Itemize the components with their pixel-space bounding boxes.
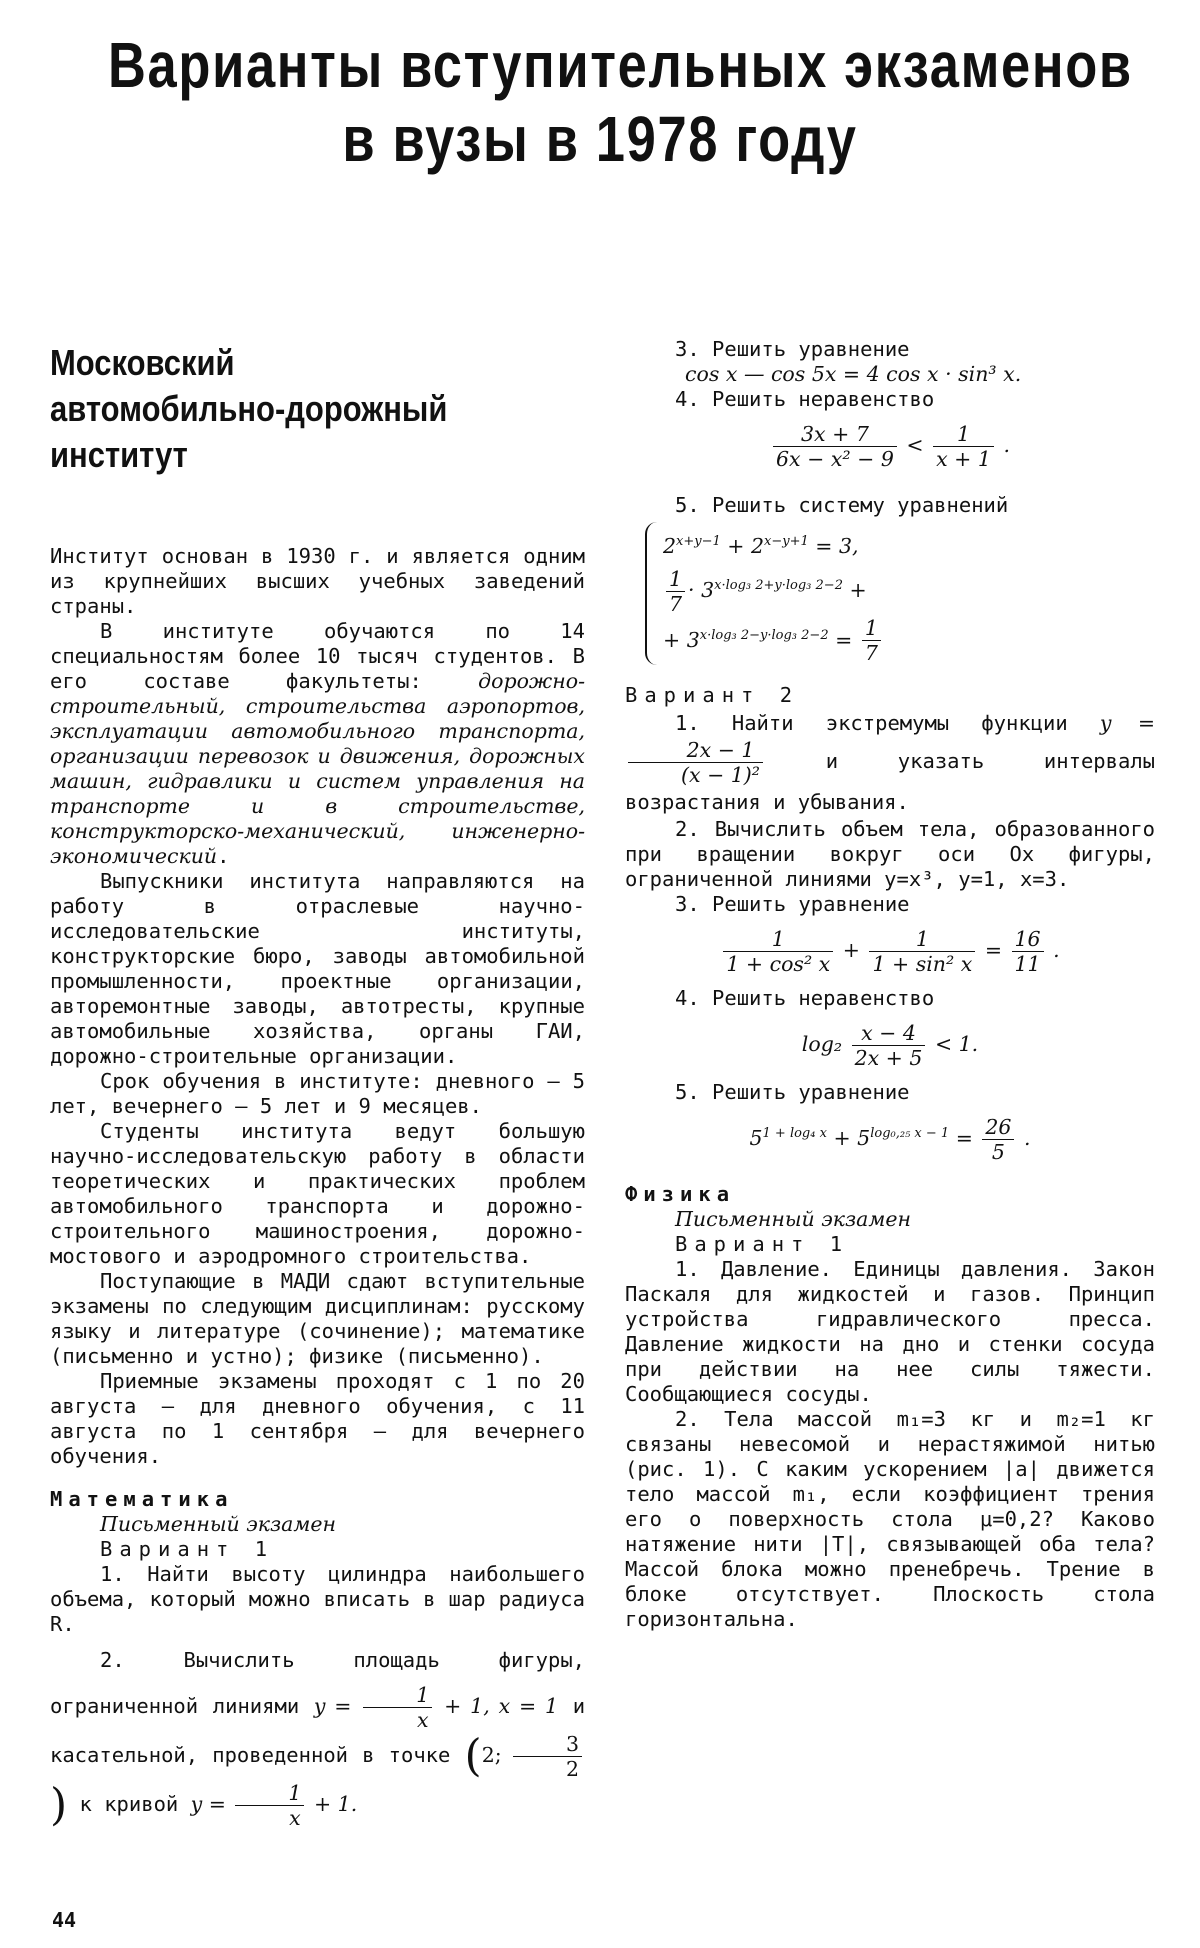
physics-heading: Физика: [625, 1182, 736, 1207]
institute-title: [50, 340, 510, 478]
math-v1-task-3-equation: cos x — cos 5x = 4 cos x · sin³ x.: [685, 362, 1022, 386]
math-v2-task-4-inequality: log₂ $\frac{x - 4}{2x + 5}$ < 1.: [801, 1021, 979, 1071]
system-brace: [645, 522, 657, 665]
system-eq-1: $2^{x+y-1} + 2^{x-y+1} = 3$,: [663, 533, 859, 558]
system-eq-3: + $3^{x\cdot log_3 2-y\cdot log_3 2-2}$ = $\frac{1}{7}$: [663, 616, 884, 666]
faculties-list: дорожно-строительный, строительства аэропортов, эксплуатации автомобильного транспорта, организации перевозок и движения, дорожных машин, гидравлики и систем управления на транспорте и в строительстве, конструкторско-механический, инженерно-экономический: [50, 669, 585, 868]
intro-paragraph-7: Приемные экзамены проходят с 1 по 20 августа — для дневного обучения, с 11 августа по 1 сентября — для вечернего обучения.: [50, 1369, 585, 1468]
math-v1-task-3: 3. Решить уравнение: [675, 337, 910, 361]
right-column: [625, 337, 1155, 1632]
page-number: 44: [52, 1908, 77, 1932]
math-variant-2-label: Вариант 2: [625, 683, 800, 708]
math-v1-task-1: 1. Найти высоту цилиндра наибольшего объема, который можно вписать в шар радиуса R.: [50, 1562, 585, 1636]
math-v1-task-4: 4. Решить неравенство: [675, 387, 935, 411]
title-line-2: в вузы в 1978 году: [342, 103, 858, 175]
math-exam-type: Письменный экзамен: [100, 1512, 337, 1536]
math-v1-task-4-inequality: $\frac{3x + 7}{\text{6x − x² − 9}}$ < $\frac{1}{x + 1}$ .: [625, 422, 1155, 471]
math-v2-task-5: 5. Решить уравнение: [675, 1080, 910, 1105]
physics-v1-task-1: 1. Давление. Единицы давления. Закон Паскаля для жидкостей и газов. Принцип устройства гидравлического пресса. Давление жидкости на дно и стенки сосуда при действии на нее силы тяжести. Сообщающиеся сосуды.: [625, 1257, 1155, 1407]
system-eq-2: $\frac{1}{7}$ · $3^{x\cdot log_3 2+y\cdot log_3 2-2}$ +: [663, 566, 884, 616]
faculties-lead: В институте обучаются по 14 специальностям более 10 тысяч студентов. В его составе факультеты:: [50, 619, 585, 693]
institute-title-line-2: автомобильно-дорожный: [50, 388, 448, 429]
eq-function: y = $\frac{2x - 1}{\text{(x − 1)²}}$: [625, 711, 1155, 773]
math-v1-task-2-text-c: к кривой: [79, 1792, 179, 1816]
math-v1-task-2: [50, 1637, 585, 1830]
intro-paragraph-6: Поступающие в МАДИ сдают вступительные экзамены по следующим дисциплинам: русскому языку и литературе (сочинение); математике (письменно и устно); физике (письменно).: [50, 1269, 585, 1368]
math-v2-task-5-equation: $5^{1 + log_4 x} + 5^{log_0,_{25} x - 1}$ = $\frac{26}{5}$ .: [749, 1115, 1031, 1165]
math-variant-1-label: Вариант 1: [100, 1537, 275, 1561]
math-v2-task-1-text-b: и указать интервалы возрастания и убывания.: [625, 749, 1155, 815]
left-column: [50, 340, 585, 1830]
math-v1-task-2-text-a: 2. Вычислить площадь фигуры, ограниченной линиями: [50, 1648, 585, 1718]
math-v2-task-2: 2. Вычислить объем тела, образованного при вращении вокруг оси Ox фигуры, ограниченной линиями y=x³, y=1, x=3.: [625, 817, 1155, 892]
page-title: [108, 28, 1133, 176]
intro-paragraph-2: [50, 619, 585, 869]
math-v2-task-1: [625, 708, 1155, 817]
intro-paragraph-3: Выпускники института направляются на работу в отраслевые научно-исследовательские институты, конструкторские бюро, заводы автомобильной промышленности, проектные организации, авторемонтные заводы, автотресты, крупные автомобильные хозяйства, органы ГАИ, дорожно-строительные организации.: [50, 869, 585, 1068]
institute-title-line-1: Московский: [50, 342, 235, 383]
eq-curve-2: y = $\frac{1}{x}$ + 1.: [190, 1781, 358, 1830]
math-v1-task-2-text-b: и касательной, проведенной в точке: [50, 1694, 586, 1767]
intro-paragraph-1: Институт основан в 1930 г. и является одним из крупнейших высших учебных заведений страны.: [50, 544, 585, 618]
eq-curve-1: y = $\frac{1}{x}$ + 1, x = 1: [313, 1683, 559, 1732]
math-v2-task-3-equation: $\frac{1}{\text{1 + cos² x}}$ + $\frac{1}{\text{1 + sin² x}}$ = $\frac{16}{11}$ .: [625, 927, 1155, 976]
math-v2-task-3: 3. Решить уравнение: [675, 892, 910, 917]
math-v1-task-5: 5. Решить систему уравнений: [675, 493, 1009, 517]
intro-paragraph-4: Срок обучения в институте: дневного — 5 лет, вечернего — 5 лет и 9 месяцев.: [50, 1069, 585, 1118]
math-v2-task-1-text-a: 1. Найти экстремумы функции: [675, 711, 1068, 736]
physics-variant-1-label: Вариант 1: [675, 1232, 850, 1257]
physics-exam-type: Письменный экзамен: [675, 1207, 912, 1232]
math-heading: Математика: [50, 1487, 234, 1511]
institute-title-line-3: институт: [50, 434, 188, 475]
math-v1-task-5-system: [645, 522, 1155, 665]
faculties-end: .: [217, 844, 230, 868]
math-v2-task-4: 4. Решить неравенство: [675, 986, 935, 1011]
title-line-1: Варианты вступительных экзаменов: [108, 29, 1133, 101]
intro-paragraph-5: Студенты института ведут большую научно-исследовательскую работу в области теоретических и практических проблем автомобильного транспорта и дорожно-строительного машиностроения, дорожно-мостового и аэродромного строительства.: [50, 1119, 585, 1268]
eq-point: (2; $\frac{3}{2}$ ): [50, 1743, 585, 1816]
physics-v1-task-2: 2. Тела массой m₁=3 кг и m₂=1 кг связаны невесомой и нерастяжимой нитью (рис. 1). С каким ускорением |a| движется тело массой m₁, если коэффициент трения его о поверхность стола μ=0,2? Каково натяжение нити |T|, связывающей оба тела? Массой блока можно пренебречь. Трение в блоке отсутствует. Плоскость стола горизонтальна.: [625, 1407, 1155, 1632]
